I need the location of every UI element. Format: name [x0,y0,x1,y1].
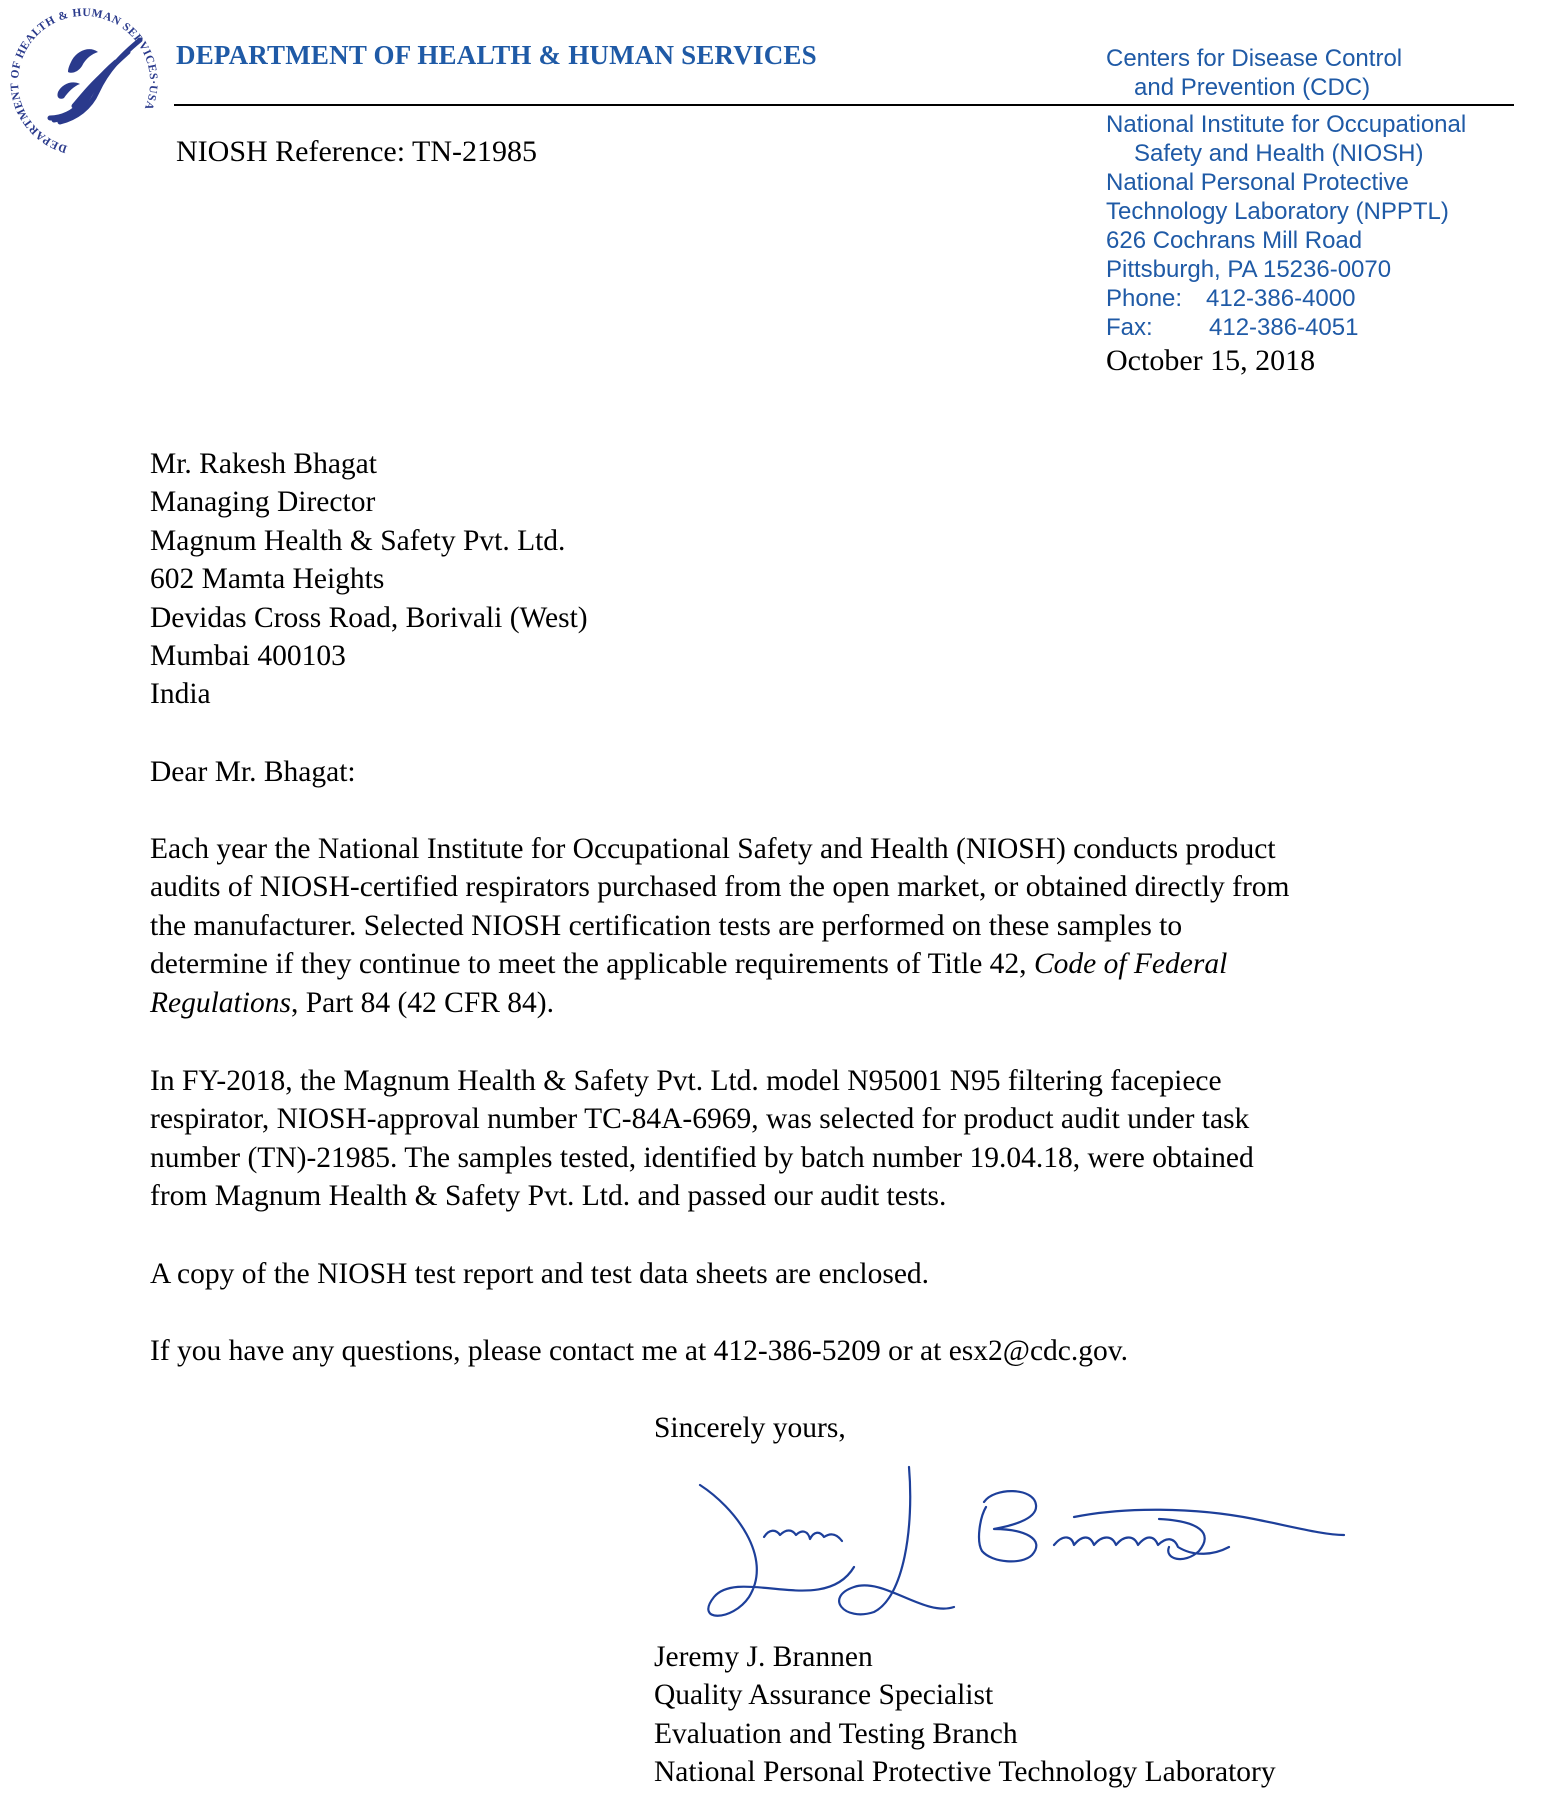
department-title: DEPARTMENT OF HEALTH & HUMAN SERVICES [176,40,817,70]
cfr-title-italic: Regulations [150,986,291,1019]
phone-label: Phone: [1106,285,1183,312]
paragraph-line: the manufacturer. Selected NIOSH certification tests are performed on these samples to [150,909,1183,942]
letter-date: October 15, 2018 [1106,344,1316,377]
agency-cdc [1106,44,1402,102]
paragraph-line: In FY-2018, the Magnum Health & Safety Pvt. Ltd. model N95001 N95 filtering facepiece [150,1065,1222,1097]
svg-text:DEPARTMENT OF HEALTH & HUMAN S [9,7,159,155]
paragraph-line: , Part 84 (42 CFR 84). [290,986,554,1019]
signer-title: Quality Assurance Specialist [654,1679,994,1712]
header-divider [174,104,1514,106]
paragraph-line: Each year the National Institute for Occupational Safety and Health (NIOSH) conducts product [150,833,1276,865]
agency-lab-line2: Technology Laboratory (NPPTL) [1106,198,1449,225]
agency-city: Pittsburgh, PA 15236-0070 [1106,256,1392,283]
paragraph-line: audits of NIOSH-certified respirators purchased from the open market, or obtained directly from [150,871,1290,904]
paragraph-line: from Magnum Health & Safety Pvt. Ltd. and passed our audit tests. [150,1180,947,1213]
handwritten-signature [654,1447,1364,1637]
agency-street: 626 Cochrans Mill Road [1106,227,1363,254]
address-line: India [150,678,211,711]
paragraph-2 [150,1062,1254,1216]
agency-cdc-line2: and Prevention (CDC) [1134,74,1371,101]
agency-niosh [1106,110,1466,168]
signer-branch: Evaluation and Testing Branch [654,1717,1018,1750]
cfr-title-italic: Code of Federal [1033,948,1228,981]
paragraph-line: determine if they continue to meet the applicable requirements of Title 42, [150,948,1034,981]
agency-lab-address [1106,168,1449,342]
fax-label: Fax: [1106,314,1153,341]
seal-text: DEPARTMENT OF HEALTH & HUMAN SERVICES·USA [8,6,160,155]
address-line: Mr. Rakesh Bhagat [150,448,377,480]
address-line: Managing Director [150,486,376,519]
signature-block [654,1638,1276,1792]
address-line: Magnum Health & Safety Pvt. Ltd. [150,524,566,557]
paragraph-line: respirator, NIOSH-approval number TC-84A-6969, was selected for product audit under task [150,1103,1250,1136]
paragraph-4: If you have any questions, please contact me at 412-386-5209 or at esx2@cdc.gov. [150,1335,1128,1367]
agency-niosh-line2: Safety and Health (NIOSH) [1134,140,1424,167]
agency-niosh-line1: National Institute for Occupational [1106,111,1467,138]
address-line: 602 Mamta Heights [150,563,385,596]
signer-name: Jeremy J. Brannen [654,1641,873,1673]
paragraph-1 [150,830,1289,1022]
address-line: Devidas Cross Road, Borivali (West) [150,601,588,634]
address-line: Mumbai 400103 [150,640,346,673]
paragraph-3: A copy of the NIOSH test report and test data sheets are enclosed. [150,1258,930,1290]
closing: Sincerely yours, [654,1412,846,1444]
salutation: Dear Mr. Bhagat: [150,756,356,788]
hhs-seal-logo [2,0,167,165]
phone-number: 412-386-4000 [1206,285,1356,312]
paragraph-line: number (TN)-21985. The samples tested, identified by batch number 19.04.18, were obtained [150,1141,1254,1174]
recipient-address [150,445,588,714]
signer-lab: National Personal Protective Technology Laboratory [654,1756,1276,1789]
niosh-reference: NIOSH Reference: TN-21985 [176,135,538,168]
agency-cdc-line1: Centers for Disease Control [1106,45,1403,72]
agency-lab-line1: National Personal Protective [1106,169,1409,196]
fax-number: 412-386-4051 [1209,314,1359,341]
